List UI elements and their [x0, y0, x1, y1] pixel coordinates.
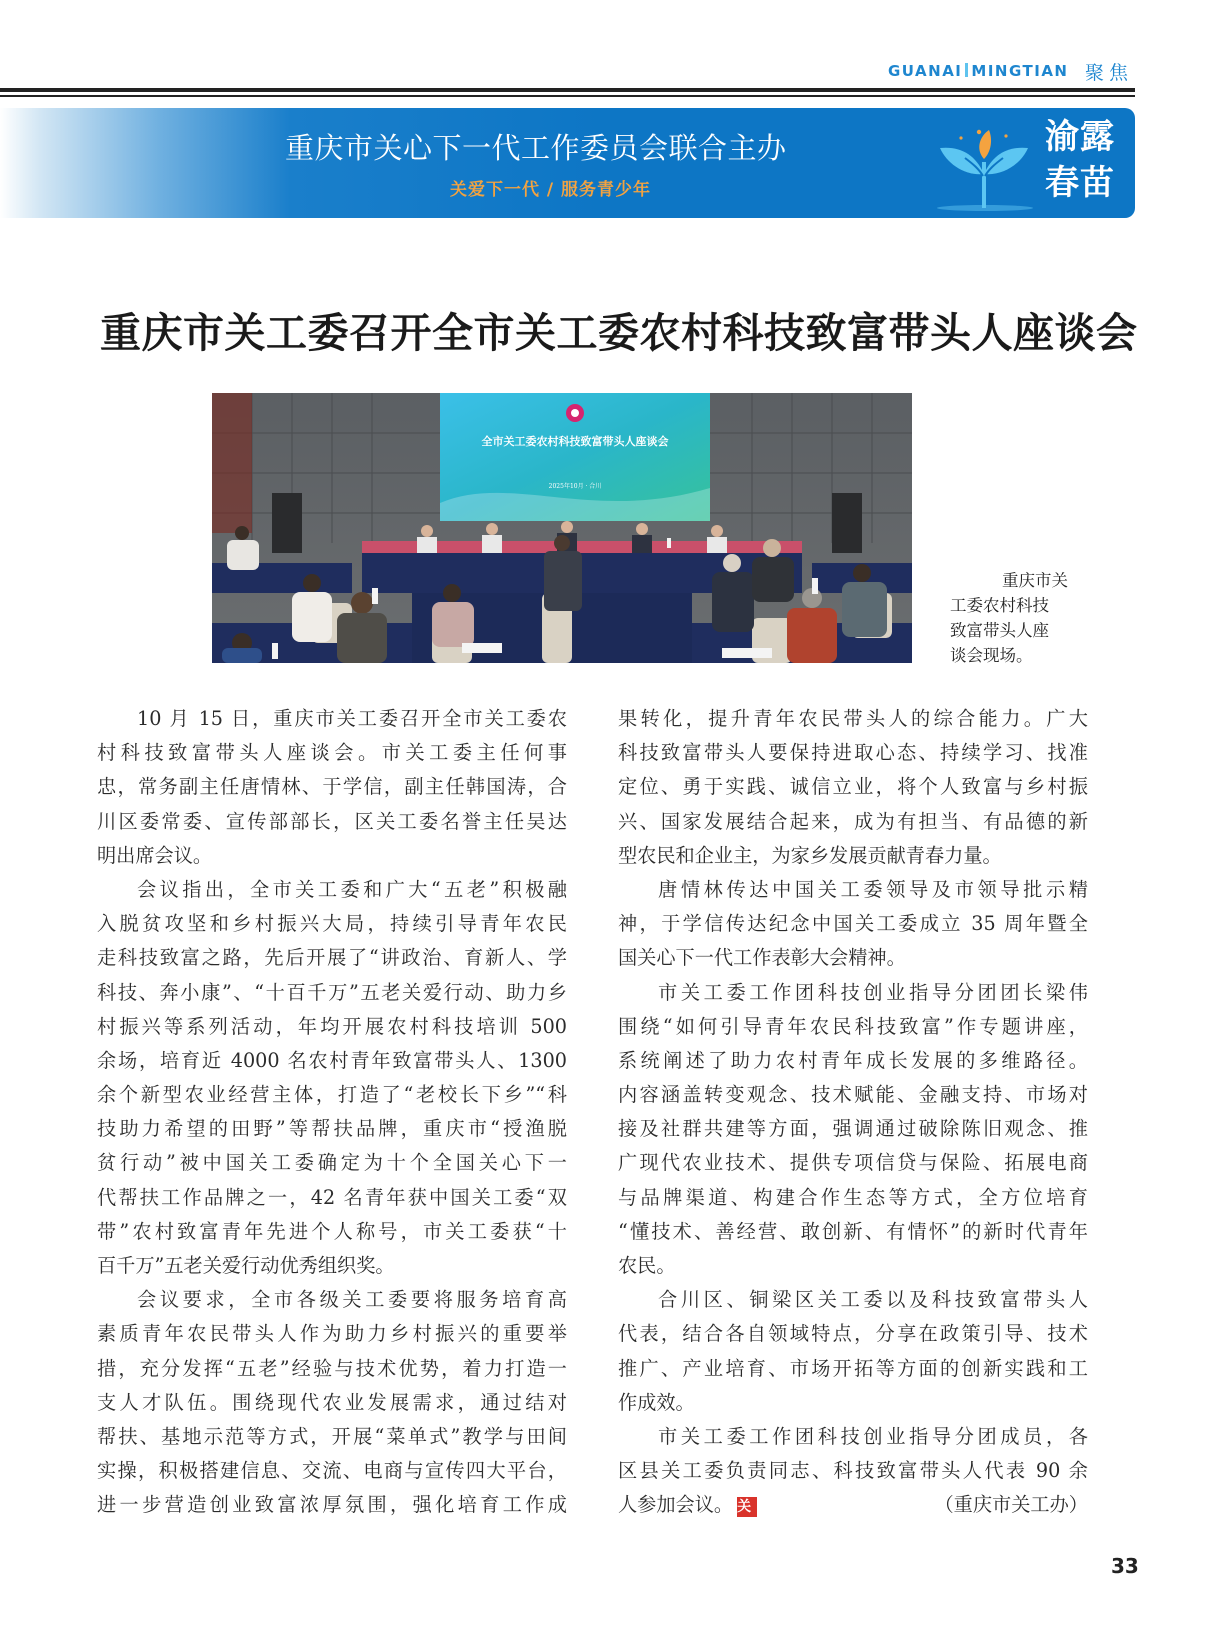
- running-header: [0, 58, 1207, 88]
- body-text-line: 走科技致富之路，先后开展了“讲政治、育新人、学: [97, 946, 567, 970]
- article-column-right: [618, 702, 1088, 1523]
- body-text-line: “懂技术、善经营、敢创新、有情怀”的新时代青年: [618, 1219, 1088, 1243]
- body-text-line: 果转化，提升青年农民带头人的综合能力。广大: [618, 707, 1088, 730]
- body-text-line: 市关工委工作团科技创业指导分团成员，各: [658, 1424, 1088, 1448]
- article-headline: 重庆市关工委召开全市关工委农村科技致富带头人座谈会: [100, 309, 1138, 357]
- page-number: 33: [1111, 1554, 1139, 1578]
- closing-text: 人参加会议。: [618, 1493, 734, 1517]
- banner-subtitle: 关爱下一代 / 服务青少年: [450, 180, 652, 200]
- body-text-line: 系统阐述了助力农村青年成长发展的多维路径。: [618, 1048, 1088, 1072]
- body-text-line: 支人才队伍。围绕现代农业发展需求，通过结对: [97, 1390, 567, 1414]
- header-rule-thick: [0, 88, 1135, 92]
- body-text-line: 推广、产业培育、市场开拓等方面的创新实践和工: [618, 1356, 1088, 1380]
- section-label-en: [888, 62, 1068, 80]
- caption-line: 致富带头人座: [950, 621, 1049, 640]
- body-text-line: 余场，培育近 4000 名农村青年致富带头人、1300: [97, 1048, 567, 1072]
- body-text-line: 农民。: [618, 1254, 676, 1277]
- banner-brand: [1045, 114, 1130, 206]
- body-text-line: 代帮扶工作品牌之一，42 名青年获中国关工委“双: [97, 1185, 567, 1209]
- body-text-line: 围绕“如何引导青年农民科技致富”作专题讲座，: [618, 1014, 1088, 1038]
- body-text-line: 忠，常务副主任唐情林、于学信，副主任韩国涛，合: [97, 775, 567, 799]
- screen-title: 全市关工委农村科技致富带头人座谈会: [481, 435, 669, 448]
- body-text-line: 接及社群共建等方面，强调通过破除陈旧观念、推: [618, 1117, 1088, 1141]
- closing-line: [618, 1488, 1088, 1522]
- body-text-line: 入脱贫攻坚和乡村振兴大局，持续引导青年农民: [97, 912, 567, 936]
- header-rule-thin: [0, 95, 1135, 97]
- caption-line: 重庆市关: [1002, 571, 1068, 590]
- body-text-line: 神，于学信传达纪念中国关工委成立 35 周年暨全: [618, 912, 1088, 936]
- body-text-line: 会议指出，全市关工委和广大“五老”积极融: [137, 877, 567, 901]
- separator-bar: [965, 63, 968, 77]
- body-text-line: 措，充分发挥“五老”经验与技术优势，着力打造一: [97, 1356, 567, 1380]
- body-text-line: 实操，积极搭建信息、交流、电商与宣传四大平台，: [97, 1459, 567, 1483]
- body-text-line: 帮扶、基地示范等方式，开展“菜单式”教学与田间: [97, 1424, 567, 1448]
- body-text-line: 市关工委工作团科技创业指导分团团长梁伟: [658, 980, 1088, 1004]
- body-text-line: 明出席会议。: [97, 843, 213, 867]
- body-text-line: 带”农村致富青年先进个人称号，市关工委获“十: [97, 1219, 567, 1243]
- body-text-line: 与品牌渠道、构建合作生态等方式，全方位培育: [618, 1185, 1088, 1209]
- body-text-line: 余个新型农业经营主体，打造了“老校长下乡”“科: [97, 1083, 567, 1107]
- photo-caption: [950, 568, 1068, 668]
- body-text-line: 唐情林传达中国关工委领导及市领导批示精: [658, 877, 1088, 901]
- body-text-line: 定位、勇于实践、诚信立业，将个人致富与乡村振: [618, 775, 1088, 799]
- body-text-line: 村科技致富带头人座谈会。市关工委主任何事: [97, 741, 567, 765]
- sprout-logo-icon: [935, 114, 1035, 214]
- screen-date: 2025年10月 · 合川: [548, 483, 602, 490]
- body-text-line: 型农民和企业主，为家乡发展贡献青春力量。: [618, 843, 1002, 867]
- section-label-cn: 聚焦: [1085, 62, 1134, 84]
- body-text-line: 合川区、铜梁区关工委以及科技致富带头人: [658, 1288, 1088, 1312]
- body-text-line: 兴、国家发展结合起来，成为有担当、有品德的新: [618, 809, 1088, 833]
- brand-line-2: 春苗: [1045, 163, 1115, 203]
- body-text-line: 技助力希望的田野”等帮扶品牌，重庆市“授渔脱: [97, 1117, 567, 1141]
- body-text-line: 代表，结合各自领域特点，分享在政策引导、技术: [618, 1322, 1088, 1346]
- body-text-line: 科技、奔小康”、“十百千万”五老关爱行动、助力乡: [97, 980, 567, 1004]
- body-text-line: 百千万”五老关爱行动优秀组织奖。: [97, 1254, 395, 1277]
- banner-title: 重庆市关心下一代工作委员会联合主办: [285, 131, 787, 165]
- section-label-en-left: GUANAI: [888, 62, 963, 80]
- brand-line-1: 渝露: [1045, 117, 1115, 157]
- body-text-line: 素质青年农民带头人作为助力乡村振兴的重要举: [97, 1322, 567, 1346]
- body-text-line: 科技致富带头人要保持进取心态、持续学习、找准: [618, 741, 1088, 765]
- body-text-line: 进一步营造创业致富浓厚氛围，强化培育工作成: [97, 1493, 567, 1517]
- body-text-line: 会议要求，全市各级关工委要将服务培育高: [137, 1288, 567, 1312]
- caption-line: 谈会现场。: [950, 646, 1033, 665]
- caption-line: 工委农村科技: [950, 596, 1049, 615]
- body-text-line: 村振兴等系列活动，年均开展农村科技培训 500: [97, 1014, 567, 1038]
- end-mark-icon: 关: [737, 1497, 757, 1517]
- body-text-line: 国关心下一代工作表彰大会精神。: [618, 946, 906, 970]
- body-text-line: 川区委常委、宣传部部长，区关工委名誉主任吴达: [97, 809, 567, 833]
- meeting-photo: [212, 393, 912, 663]
- body-text-line: 区县关工委负责同志、科技致富带头人代表 90 余: [618, 1459, 1088, 1483]
- body-text-line: 贫行动”被中国关工委确定为十个全国关心下一: [97, 1151, 567, 1175]
- section-label-en-right: MINGTIAN: [971, 62, 1069, 80]
- column-banner: [0, 108, 1135, 218]
- article-signoff: （重庆市关工办）: [934, 1493, 1088, 1517]
- body-text-line: 作成效。: [618, 1390, 695, 1414]
- body-text-line: 10 月 15 日，重庆市关工委召开全市关工委农: [137, 707, 567, 730]
- body-text-line: 内容涵盖转变观念、技术赋能、金融支持、市场对: [618, 1083, 1088, 1107]
- body-text-line: 广现代农业技术、提供专项信贷与保险、拓展电商: [618, 1151, 1088, 1175]
- article-column-left: [97, 702, 567, 1523]
